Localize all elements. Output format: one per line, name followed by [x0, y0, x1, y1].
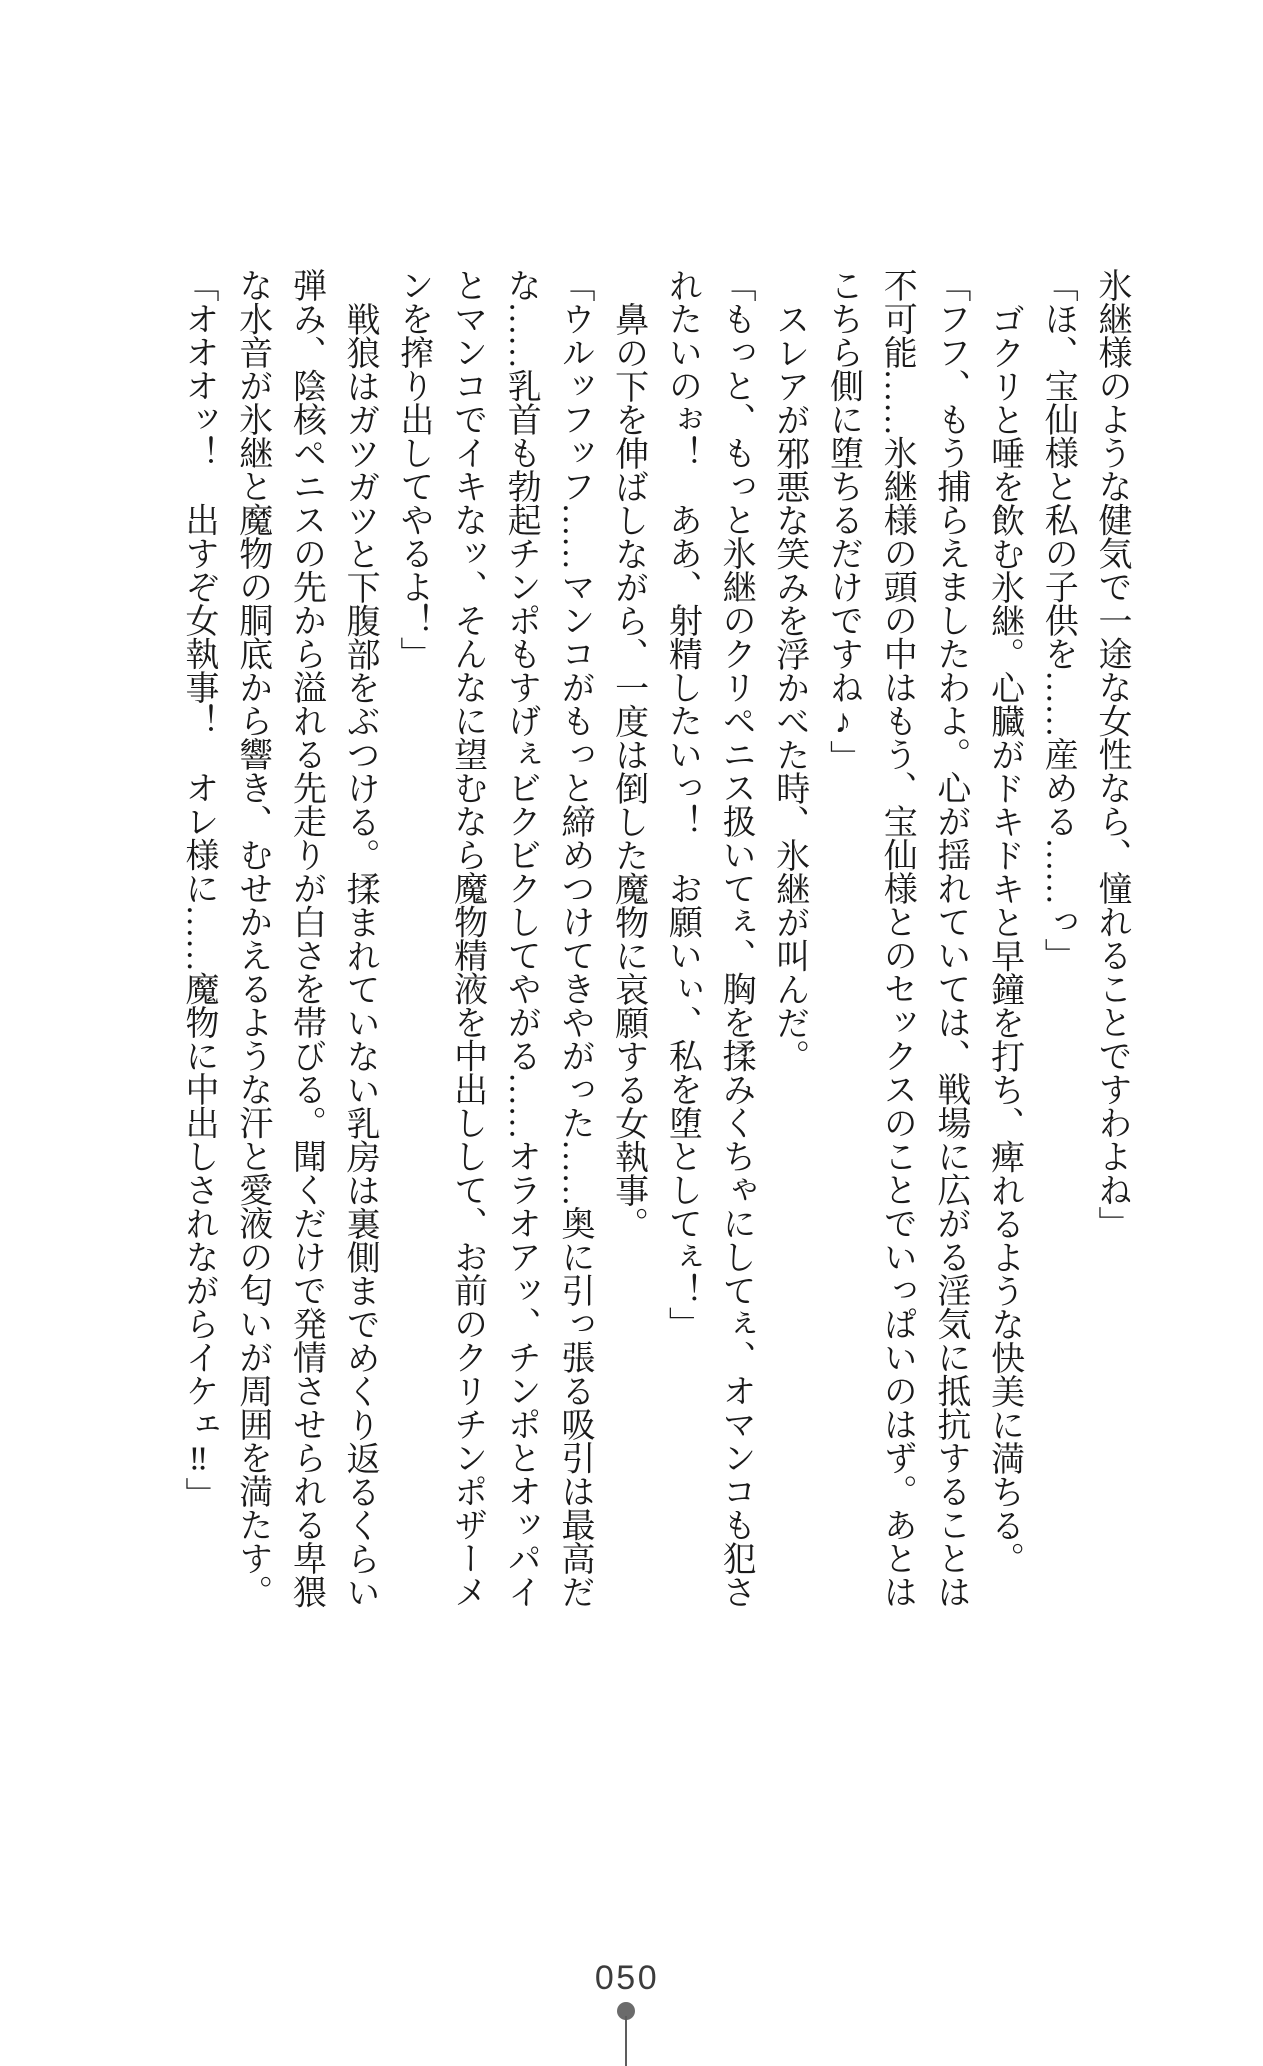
- text-line: 戦狼はガツガツと下腹部をぶつける。揉まれていない乳房は裏側までめくり返るくらい: [341, 302, 379, 1609]
- text-line: 「オオオッ！ 出すぞ女執事！ オレ様に……魔物に中出しされながらイケェ‼」: [180, 268, 218, 1511]
- text-line: ゴクリと唾を飲む氷継。心臓がドキドキと早鐘を打ち、痺れるような快美に満ちる。: [985, 302, 1023, 1575]
- text-line: 「もっと、もっと氷継のクリペニス扱いてぇ、胸を揉みくちゃにしてぇ、オマンコも犯さ: [717, 268, 755, 1608]
- text-line: 「ほ、宝仙様と私の子供を……産める……っ」: [1039, 268, 1077, 972]
- footer-rule-line: [625, 2016, 627, 2066]
- text-line: 弾み、陰核ペニスの先から溢れる先走りが白さを帯びる。聞くだけで発情させられる卑猥: [287, 268, 325, 1608]
- text-line: 鼻の下を伸ばしながら、一度は倒した魔物に哀願する女執事。: [609, 302, 647, 1240]
- text-line: スレアが邪悪な笑みを浮かべた時、氷継が叫んだ。: [770, 302, 808, 1073]
- text-line: 不可能……氷継様の頭の中はもう、宝仙様とのセックスのことでいっぱいのはず。あとは: [878, 268, 916, 1608]
- text-line: 「フフ、もう捕らえましたわよ。心が揺れていては、戦場に広がる淫気に抵抗することは: [931, 268, 969, 1608]
- text-line: 氷継様のような健気で一途な女性なら、憧れることですわよね」: [1093, 268, 1130, 1240]
- novel-text-block: [171, 268, 1138, 1642]
- text-line: ンを搾り出してやるよ！」: [394, 268, 432, 670]
- text-line: れたいのぉ！ ああ、射精したいっ！ お願いぃ、私を堕としてぇ！」: [663, 268, 701, 1340]
- text-line: 「ウルッフッフ……マンコがもっと締めつけてきやがった……奥に引っ張る吸引は最高だ: [555, 268, 593, 1608]
- page-number: 050: [594, 1959, 660, 1997]
- text-line: な水音が氷継と魔物の胴底から響き、むせかえるような汗と愛液の匂いが周囲を満たす。: [233, 268, 271, 1608]
- text-line: とマンコでイキなッ、そんなに望むなら魔物精液を中出しして、お前のクリチンポザーメ: [448, 268, 486, 1608]
- text-line: こちら側に堕ちるだけですね♪」: [824, 268, 862, 774]
- text-line: な……乳首も勃起チンポもすげぇビクビクしてやがる……オラオアッ、チンポとオッパイ: [502, 268, 540, 1608]
